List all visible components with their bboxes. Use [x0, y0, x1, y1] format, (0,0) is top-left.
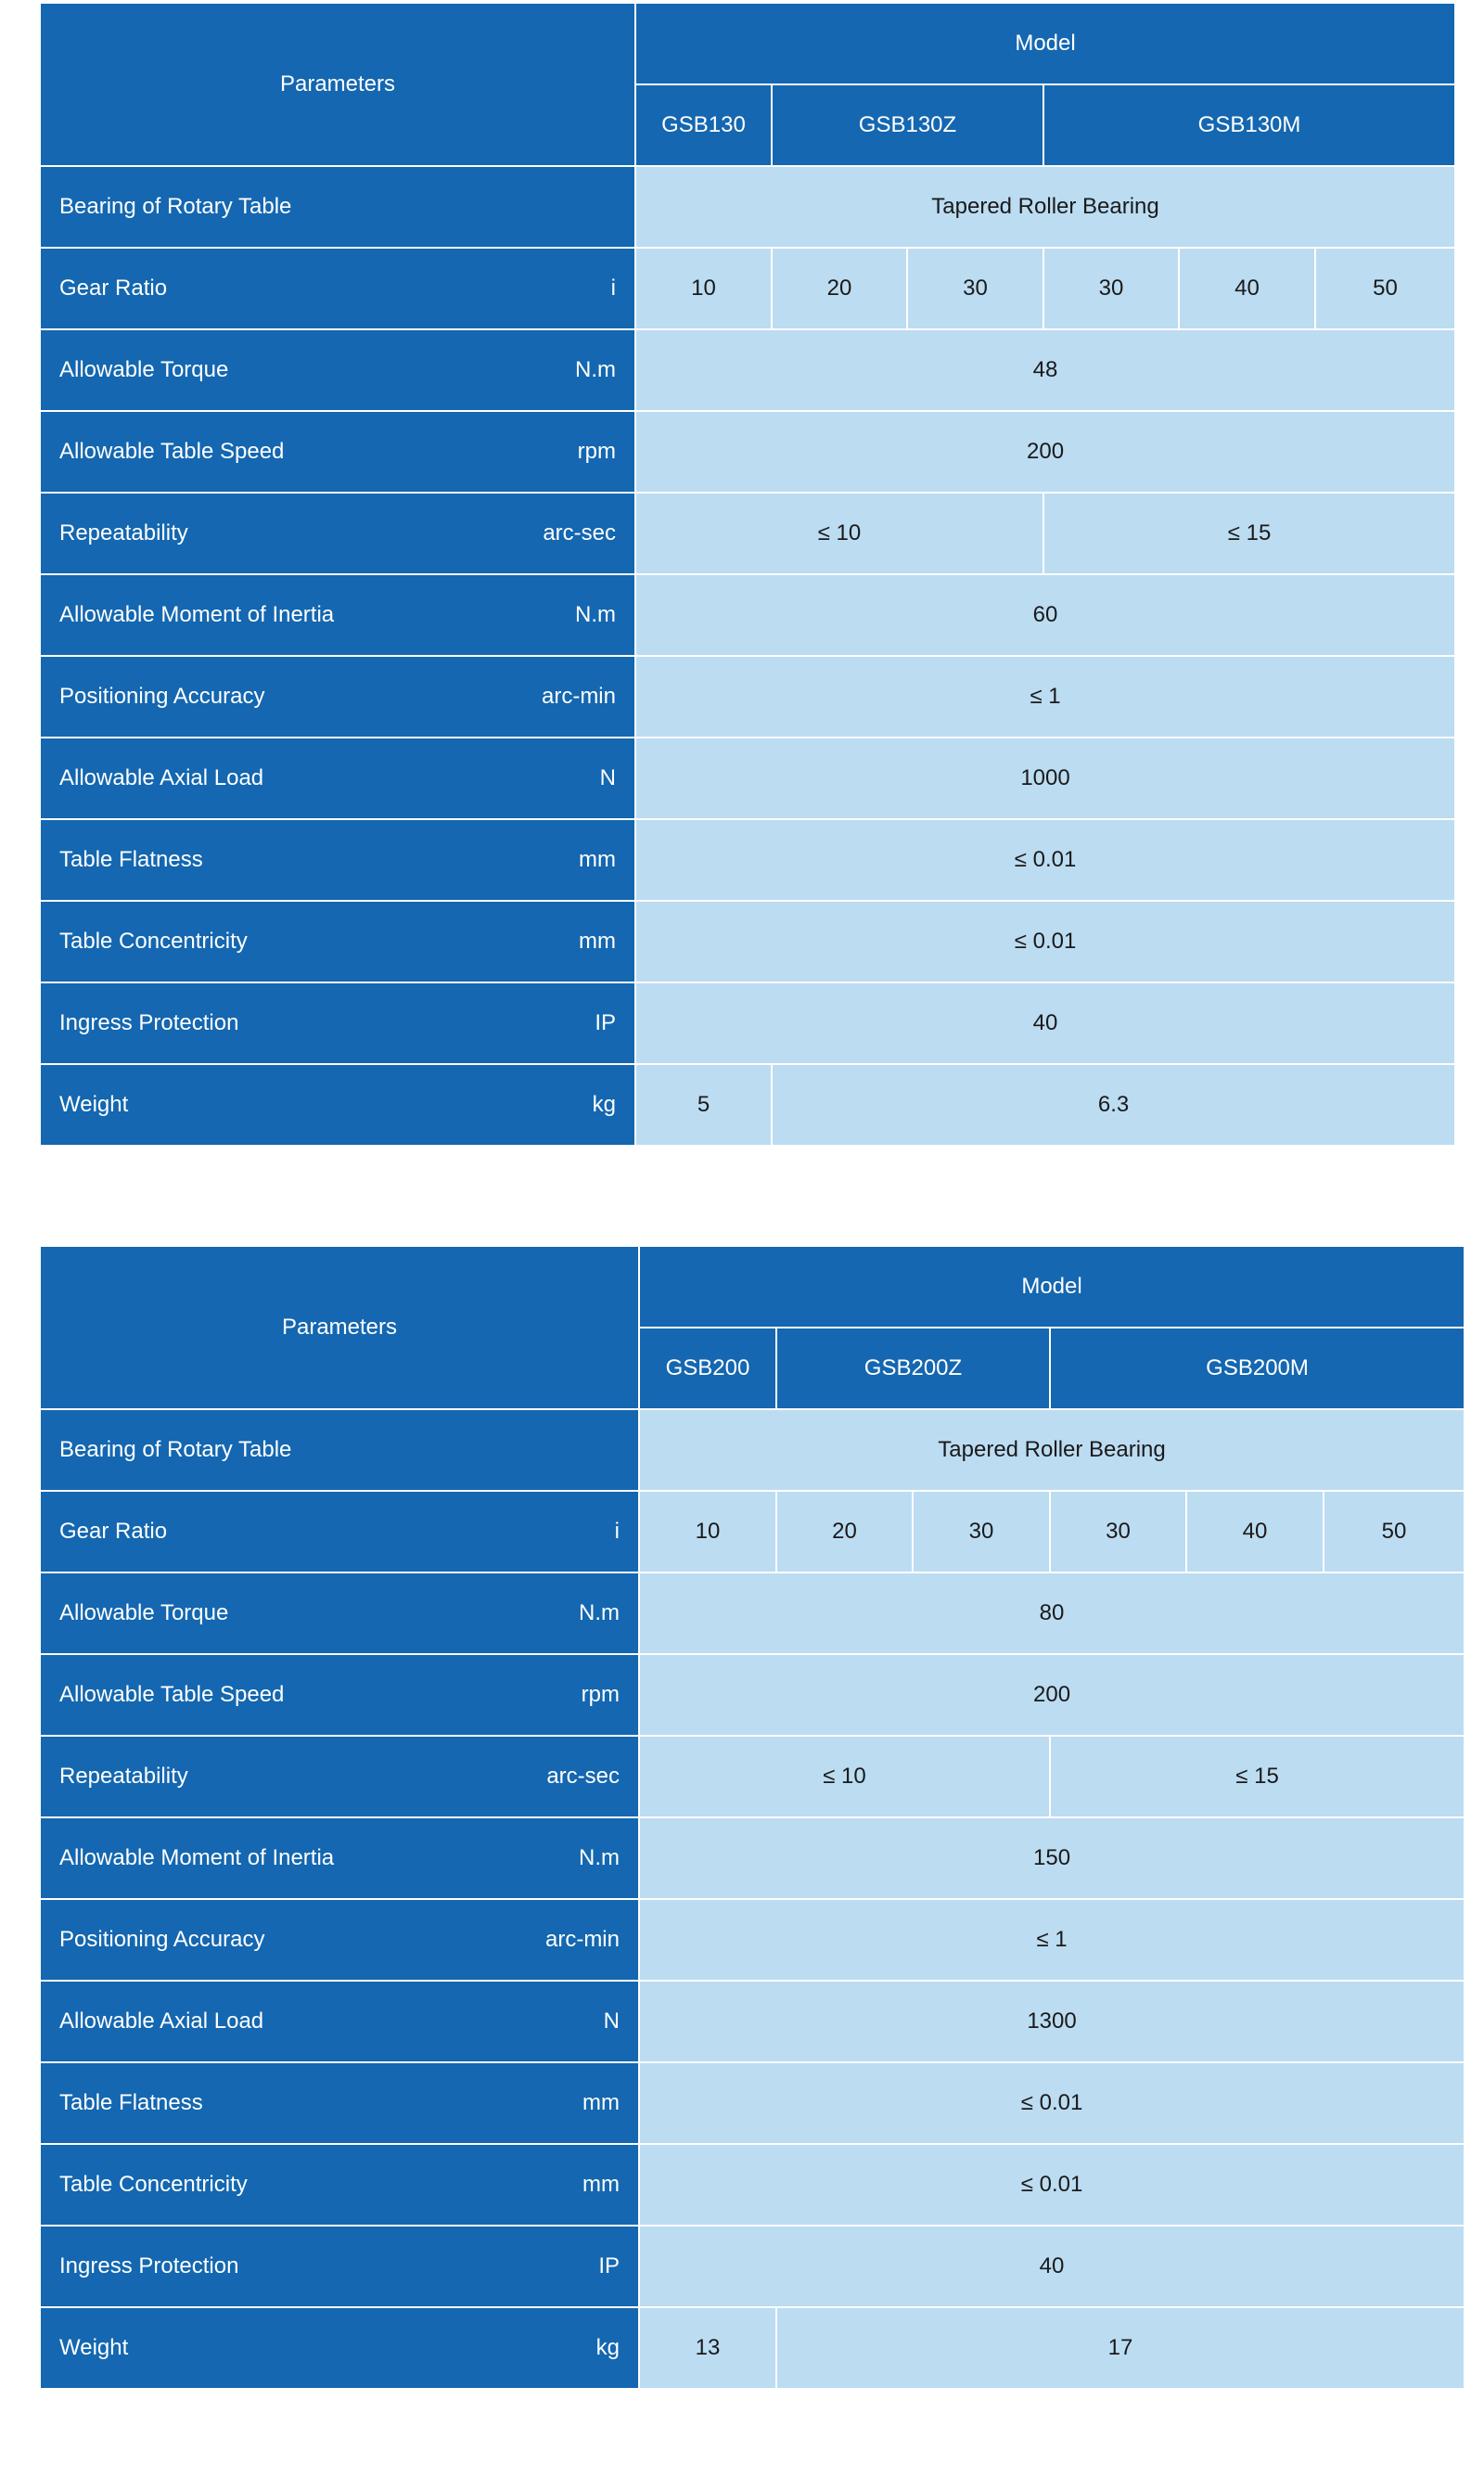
- param-unit: mm: [582, 2090, 620, 2115]
- row-repeatability: [40, 493, 1455, 574]
- param-value: 200: [639, 1654, 1465, 1736]
- row-bearing: [40, 166, 1455, 248]
- param-label: [40, 1899, 639, 1981]
- param-value: 1000: [635, 738, 1455, 819]
- param-unit: N: [603, 2009, 620, 2034]
- param-unit: mm: [579, 847, 616, 872]
- param-label: [40, 2144, 639, 2226]
- param-value: 1300: [639, 1981, 1465, 2062]
- model-name: GSB130Z: [772, 84, 1043, 166]
- param-label: [40, 2307, 639, 2389]
- row-speed: [40, 1654, 1465, 1736]
- param-value: ≤ 0.01: [639, 2062, 1465, 2144]
- model-name: GSB200Z: [776, 1328, 1050, 1409]
- param-label: [40, 982, 635, 1064]
- param-name: Allowable Moment of Inertia: [59, 602, 335, 627]
- param-name: Table Flatness: [59, 847, 203, 872]
- param-name: Allowable Axial Load: [59, 2009, 264, 2034]
- param-unit: N.m: [579, 1600, 620, 1625]
- model-name: GSB130: [635, 84, 772, 166]
- param-unit: mm: [582, 2172, 620, 2197]
- param-label: [40, 738, 635, 819]
- param-value: 30: [913, 1491, 1050, 1572]
- row-ingress: [40, 982, 1455, 1064]
- model-name: GSB200: [639, 1328, 776, 1409]
- param-unit: arc-sec: [546, 1764, 620, 1789]
- param-name: Table Flatness: [59, 2090, 203, 2115]
- model-name: GSB130M: [1043, 84, 1455, 166]
- param-value: ≤ 0.01: [639, 2144, 1465, 2226]
- param-name: Bearing of Rotary Table: [59, 194, 292, 219]
- param-value: 40: [1179, 248, 1315, 329]
- param-name: Gear Ratio: [59, 276, 168, 301]
- param-value: 13: [639, 2307, 776, 2389]
- param-name: Weight: [59, 2335, 129, 2360]
- param-unit: arc-min: [544, 1927, 620, 1952]
- param-name: Positioning Accuracy: [59, 1927, 265, 1952]
- param-value: 10: [635, 248, 772, 329]
- parameters-header: Parameters: [40, 1246, 639, 1409]
- row-accuracy: [40, 656, 1455, 738]
- param-value: 5: [635, 1064, 772, 1146]
- param-value: ≤ 1: [635, 656, 1455, 738]
- param-value: ≤ 0.01: [635, 901, 1455, 982]
- param-name: Allowable Moment of Inertia: [59, 1845, 335, 1870]
- param-label: [40, 1736, 639, 1817]
- param-value: 40: [635, 982, 1455, 1064]
- row-ingress: [40, 2226, 1465, 2307]
- param-unit: rpm: [577, 439, 616, 464]
- spec-table-gsb200: [39, 1245, 1465, 2390]
- row-flatness: [40, 819, 1455, 901]
- param-label: [40, 901, 635, 982]
- param-value: 17: [776, 2307, 1465, 2389]
- param-name: Weight: [59, 1092, 129, 1117]
- param-value: 40: [639, 2226, 1465, 2307]
- param-unit: IP: [595, 1010, 616, 1035]
- param-value: 50: [1324, 1491, 1465, 1572]
- row-flatness: [40, 2062, 1465, 2144]
- param-name: Allowable Torque: [59, 357, 229, 382]
- param-unit: i: [610, 276, 616, 301]
- param-label: [40, 1981, 639, 2062]
- param-value: 30: [1050, 1491, 1186, 1572]
- param-label: [40, 2062, 639, 2144]
- param-label: [40, 493, 635, 574]
- parameters-header: Parameters: [40, 3, 635, 166]
- row-repeatability: [40, 1736, 1465, 1817]
- param-name: Allowable Torque: [59, 1600, 229, 1625]
- model-header: Model: [639, 1246, 1465, 1328]
- param-unit: N: [599, 765, 616, 790]
- row-accuracy: [40, 1899, 1465, 1981]
- param-unit: i: [614, 1519, 620, 1544]
- row-speed: [40, 411, 1455, 493]
- param-value: 40: [1186, 1491, 1324, 1572]
- param-value: ≤ 0.01: [635, 819, 1455, 901]
- spec-table-gsb130: [39, 2, 1456, 1147]
- row-torque: [40, 329, 1455, 411]
- param-unit: rpm: [581, 1682, 620, 1707]
- param-unit: N.m: [575, 602, 616, 627]
- param-value: 6.3: [772, 1064, 1455, 1146]
- param-value: 48: [635, 329, 1455, 411]
- param-label: [40, 248, 635, 329]
- row-torque: [40, 1572, 1465, 1654]
- param-name: Allowable Table Speed: [59, 439, 285, 464]
- param-label: [40, 1817, 639, 1899]
- param-value: 30: [1043, 248, 1179, 329]
- param-name: Gear Ratio: [59, 1519, 168, 1544]
- param-value: 50: [1315, 248, 1455, 329]
- param-unit: N.m: [575, 357, 616, 382]
- param-name: Allowable Axial Load: [59, 765, 264, 790]
- param-unit: kg: [595, 2335, 620, 2360]
- param-label: [40, 819, 635, 901]
- param-name: Table Concentricity: [59, 2172, 248, 2197]
- param-label: [40, 329, 635, 411]
- param-value: 80: [639, 1572, 1465, 1654]
- model-header: Model: [635, 3, 1455, 84]
- param-label: [40, 1572, 639, 1654]
- param-unit: N.m: [579, 1845, 620, 1870]
- param-unit: kg: [592, 1092, 616, 1117]
- row-axial-load: [40, 738, 1455, 819]
- param-name: Ingress Protection: [59, 2253, 239, 2278]
- param-value: 20: [772, 248, 907, 329]
- param-value: 10: [639, 1491, 776, 1572]
- param-label: [40, 574, 635, 656]
- param-unit: mm: [579, 929, 616, 954]
- row-inertia: [40, 1817, 1465, 1899]
- param-label: [40, 1491, 639, 1572]
- param-label: [40, 1654, 639, 1736]
- param-label: [40, 656, 635, 738]
- param-name: Ingress Protection: [59, 1010, 239, 1035]
- param-name: Table Concentricity: [59, 929, 248, 954]
- param-value: 20: [776, 1491, 913, 1572]
- param-unit: arc-min: [541, 684, 616, 709]
- param-value: Tapered Roller Bearing: [639, 1409, 1465, 1491]
- param-label: [40, 1409, 639, 1491]
- param-value: ≤ 1: [639, 1899, 1465, 1981]
- param-value: ≤ 15: [1043, 493, 1455, 574]
- row-concentricity: [40, 2144, 1465, 2226]
- row-weight: [40, 1064, 1455, 1146]
- param-name: Repeatability: [59, 520, 188, 545]
- param-name: Positioning Accuracy: [59, 684, 265, 709]
- param-unit: IP: [598, 2253, 620, 2278]
- param-value: Tapered Roller Bearing: [635, 166, 1455, 248]
- param-value: 200: [635, 411, 1455, 493]
- row-axial-load: [40, 1981, 1465, 2062]
- param-value: ≤ 10: [639, 1736, 1050, 1817]
- row-inertia: [40, 574, 1455, 656]
- param-value: ≤ 15: [1050, 1736, 1465, 1817]
- row-gear-ratio: [40, 248, 1455, 329]
- param-label: [40, 166, 635, 248]
- param-name: Allowable Table Speed: [59, 1682, 285, 1707]
- param-label: [40, 1064, 635, 1146]
- row-bearing: [40, 1409, 1465, 1491]
- param-value: 60: [635, 574, 1455, 656]
- param-name: Bearing of Rotary Table: [59, 1437, 292, 1462]
- param-unit: arc-sec: [543, 520, 616, 545]
- row-weight: [40, 2307, 1465, 2389]
- param-label: [40, 411, 635, 493]
- param-name: Repeatability: [59, 1764, 188, 1789]
- param-value: ≤ 10: [635, 493, 1043, 574]
- param-value: 150: [639, 1817, 1465, 1899]
- param-value: 30: [907, 248, 1043, 329]
- param-label: [40, 2226, 639, 2307]
- row-gear-ratio: [40, 1491, 1465, 1572]
- model-name: GSB200M: [1050, 1328, 1465, 1409]
- row-concentricity: [40, 901, 1455, 982]
